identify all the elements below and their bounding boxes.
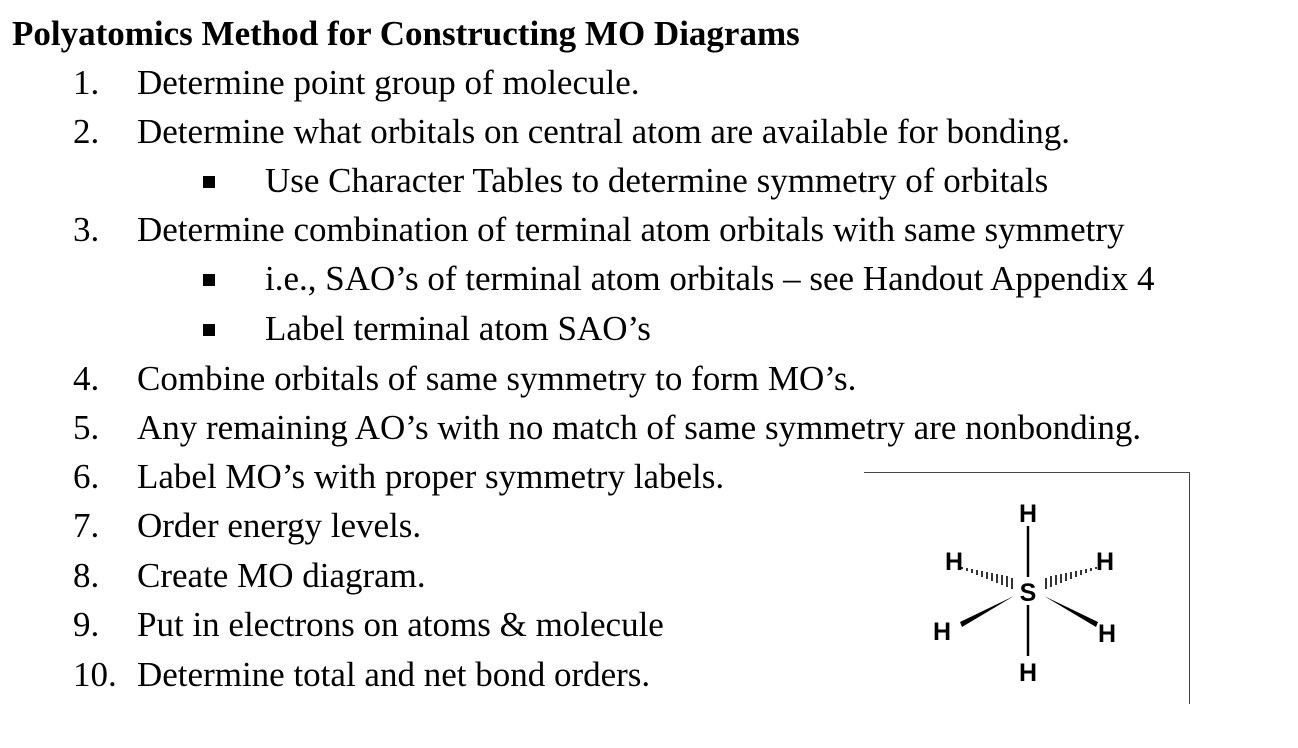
atom-h-upper-right: H xyxy=(1095,548,1115,576)
atom-h-lower-left: H xyxy=(932,618,952,646)
step-number: 5. xyxy=(73,408,100,447)
page-title: Polyatomics Method for Constructing MO Diagrams xyxy=(12,14,800,53)
step-text: Determine total and net bond orders. xyxy=(137,655,651,694)
step-number: 3. xyxy=(73,210,100,249)
step-number: 9. xyxy=(73,605,100,644)
atom-h-lower-right: H xyxy=(1097,620,1117,648)
step-text: Combine orbitals of same symmetry to form MO’s. xyxy=(137,359,857,398)
step-number: 7. xyxy=(73,506,100,545)
atom-h-top: H xyxy=(1018,500,1038,528)
step-text: Determine combination of terminal atom orbitals with same symmetry xyxy=(137,210,1125,249)
atom-h-bottom: H xyxy=(1018,659,1038,687)
step-text: Put in electrons on atoms & molecule xyxy=(137,605,664,644)
step-number: 4. xyxy=(73,359,100,398)
step-text: Any remaining AO’s with no match of same symmetry are nonbonding. xyxy=(137,408,1142,447)
step-number: 8. xyxy=(73,556,100,595)
subitem-text: Use Character Tables to determine symmetry of orbitals xyxy=(265,161,1049,200)
subitem-text: i.e., SAO’s of terminal atom orbitals – see Handout Appendix 4 xyxy=(265,259,1155,298)
step-number: 2. xyxy=(73,112,100,151)
atom-h-upper-left: H xyxy=(944,548,964,576)
step-text: Determine what orbitals on central atom are available for bonding. xyxy=(137,112,1070,151)
wedge-bond-lower-left xyxy=(960,596,1014,627)
square-bullet-icon xyxy=(203,176,215,188)
hashed-bond-upper-right xyxy=(1046,567,1096,589)
atom-s-central: S xyxy=(1019,579,1037,607)
step-number: 1. xyxy=(73,63,100,102)
wedge-bond-lower-right xyxy=(1044,596,1098,627)
hashed-bond-upper-left xyxy=(962,567,1012,589)
step-text: Determine point group of molecule. xyxy=(137,63,640,102)
step-number: 6. xyxy=(73,457,100,496)
step-text: Create MO diagram. xyxy=(137,556,426,595)
subitem-text: Label terminal atom SAO’s xyxy=(265,309,651,348)
square-bullet-icon xyxy=(203,324,215,336)
sh6-molecule-diagram xyxy=(864,472,1194,712)
step-number: 10. xyxy=(73,655,117,694)
step-text: Order energy levels. xyxy=(137,506,422,545)
square-bullet-icon xyxy=(203,274,215,286)
step-text: Label MO’s with proper symmetry labels. xyxy=(137,457,725,496)
